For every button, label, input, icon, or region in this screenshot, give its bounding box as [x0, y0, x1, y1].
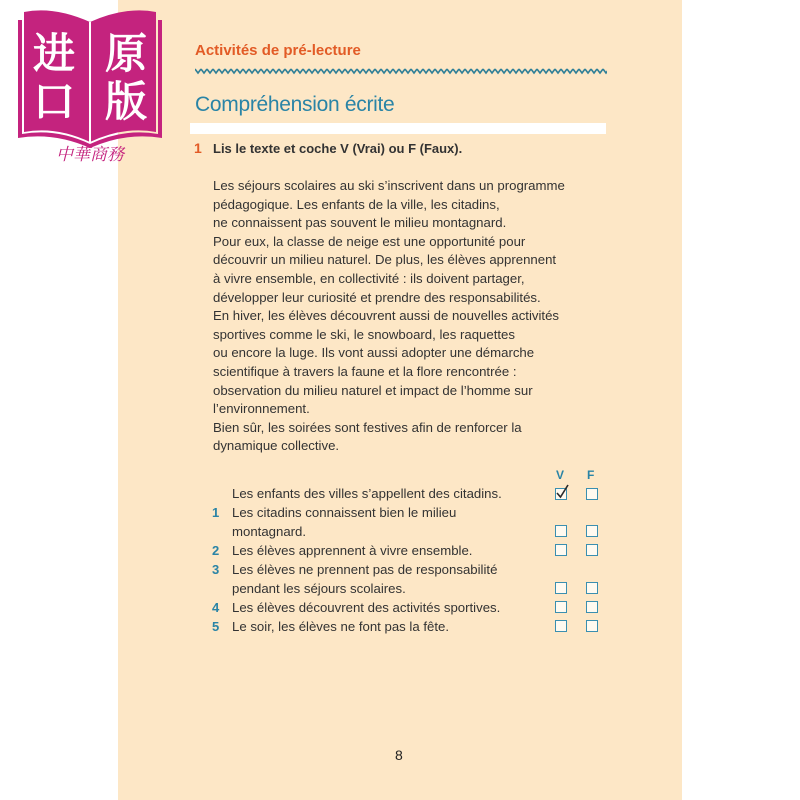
statement-1-false-checkbox[interactable]	[586, 525, 598, 537]
statement-3-text-line-2: pendant les séjours scolaires.	[232, 581, 406, 596]
statement-example-false-checkbox[interactable]	[586, 488, 598, 500]
statement-4-true-checkbox[interactable]	[555, 601, 567, 613]
statement-2-text: Les élèves apprennent à vivre ensemble.	[232, 543, 473, 558]
statement-2-false-checkbox[interactable]	[586, 544, 598, 556]
statement-4-false-checkbox[interactable]	[586, 601, 598, 613]
statement-5-true-checkbox[interactable]	[555, 620, 567, 632]
column-header-true: V	[556, 468, 565, 482]
page-heading: Compréhension écrite	[195, 93, 395, 116]
passage-line: découvrir un milieu naturel. De plus, les élèves apprennent	[213, 252, 557, 268]
statement-5-false-checkbox[interactable]	[586, 620, 598, 632]
passage-line: En hiver, les élèves découvrent aussi de nouvelles activités	[213, 308, 559, 324]
passage-line: dynamique collective.	[213, 438, 340, 454]
exercise-number: 1	[194, 140, 202, 156]
logo-char-2: 原	[104, 29, 148, 78]
column-header-false: F	[587, 468, 595, 482]
zigzag-divider	[195, 67, 607, 75]
statement-1-number: 1	[212, 505, 220, 520]
passage-line: Les séjours scolaires au ski s’inscrivent dans un programme	[213, 178, 565, 193]
statement-3-true-checkbox[interactable]	[555, 582, 567, 594]
logo-char-1: 进	[32, 29, 76, 78]
reading-passage	[213, 177, 613, 456]
logo-publisher: 中華商務	[56, 145, 124, 165]
logo-char-4: 版	[104, 77, 148, 126]
statement-example-true-checkbox[interactable]	[555, 488, 567, 500]
passage-line: scientifique à travers la faune et la flore rencontrée :	[213, 363, 517, 379]
passage-line: ne connaissent pas souvent le milieu montagnard.	[213, 215, 507, 231]
passage-line: à vivre ensemble, en collectivité : ils doivent partager,	[213, 270, 525, 286]
statement-3-number: 3	[212, 562, 220, 577]
statement-3-text-line-1: Les élèves ne prennent pas de responsabilité	[232, 562, 498, 577]
passage-line: l’environnement.	[213, 401, 310, 417]
statement-1-text-line-2: montagnard.	[232, 524, 307, 539]
exercise-instruction: Lis le texte et coche V (Vrai) ou F (Faux).	[213, 141, 463, 156]
statement-3-false-checkbox[interactable]	[586, 582, 598, 594]
statement-5-text: Le soir, les élèves ne font pas la fête.	[232, 619, 449, 634]
statement-example-text: Les enfants des villes s’appellent des citadins.	[232, 486, 502, 501]
passage-line: Pour eux, la classe de neige est une opportunité pour	[213, 233, 526, 249]
passage-line: Bien sûr, les soirées sont festives afin de renforcer la	[213, 419, 522, 435]
publisher-logo	[14, 8, 166, 166]
section-title: Activités de pré-lecture	[195, 42, 361, 59]
statement-1-true-checkbox[interactable]	[555, 525, 567, 537]
statement-2-true-checkbox[interactable]	[555, 544, 567, 556]
statement-5-number: 5	[212, 619, 220, 634]
page-number: 8	[395, 747, 403, 763]
statement-2-number: 2	[212, 543, 220, 558]
passage-line: observation du milieu naturel et impact de l’homme sur	[213, 382, 533, 398]
statement-1-text-line-1: Les citadins connaissent bien le milieu	[232, 505, 457, 520]
statement-4-text: Les élèves découvrent des activités sportives.	[232, 600, 501, 615]
checkmark-icon	[555, 484, 569, 500]
passage-line: ou encore la luge. Ils vont aussi adopter une démarche	[213, 345, 535, 361]
passage-line: pédagogique. Les enfants de la ville, les citadins,	[213, 196, 500, 212]
passage-line: développer leur curiosité et prendre des responsabilités.	[213, 289, 541, 305]
statement-4-number: 4	[212, 600, 220, 615]
passage-line: sportives comme le ski, le snowboard, les raquettes	[213, 326, 515, 342]
logo-char-3: 口	[32, 77, 76, 126]
